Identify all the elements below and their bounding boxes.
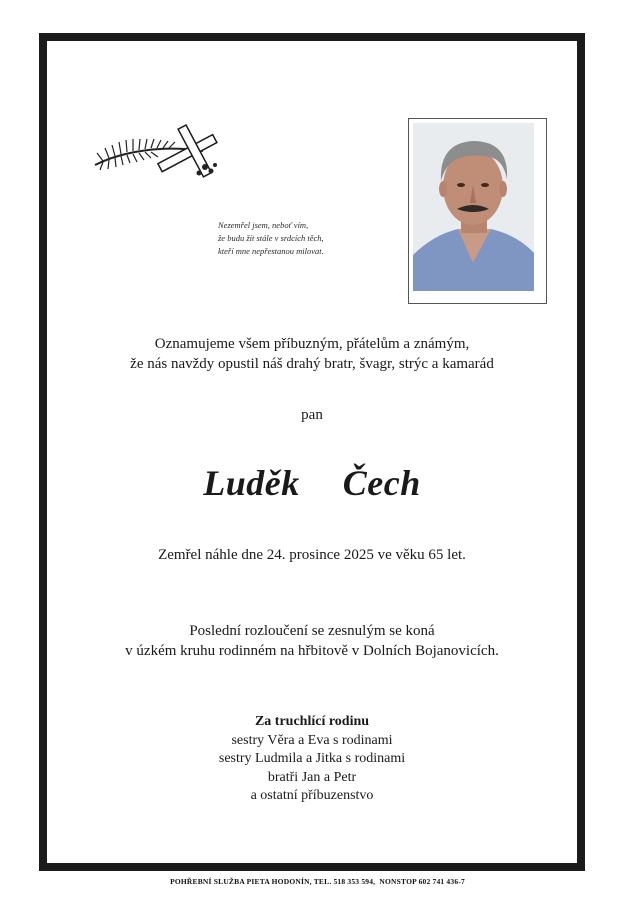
farewell-line-1: Poslední rozloučení se zesnulým se koná xyxy=(189,623,435,639)
mourner-line: bratři Jan a Petr xyxy=(267,769,357,785)
funeral-service-footer: POHŘEBNÍ SLUŽBA PIETA HODONÍN, TEL. 518 353 594, NONSTOP 602 741 436-7 xyxy=(170,877,465,886)
quote-line: kteří mne nepřestanou milovat. xyxy=(218,246,324,256)
mourner-line: sestry Ludmila a Jitka s rodinami xyxy=(218,751,406,766)
mourner-line: a ostatní příbuzenstvo xyxy=(250,788,374,803)
mourners-heading: Za truchlící rodinu xyxy=(254,714,370,729)
memorial-quote xyxy=(218,219,368,258)
mourners-list xyxy=(47,713,577,806)
portrait-image xyxy=(413,123,534,291)
announcement-text xyxy=(47,334,577,374)
announcement-line-2: že nás navždy opustil náš drahý bratr, švagr, strýc a kamarád xyxy=(130,356,494,372)
quote-line: že budu žít stále v srdcích těch, xyxy=(218,233,324,243)
mourner-line: sestry Věra a Eva s rodinami xyxy=(231,732,393,748)
obituary-frame xyxy=(39,33,585,871)
announcement-line-1: Oznamujeme všem příbuzným, přátelům a známým, xyxy=(154,336,470,352)
portrait-photo xyxy=(408,118,547,304)
title-prefix: pan xyxy=(301,407,323,423)
farewell-info xyxy=(47,621,577,661)
farewell-line-2: v úzkém kruhu rodinném na hřbitově v Dolních Bojanovicích. xyxy=(125,643,499,659)
death-note: Zemřel náhle dne 24. prosince 2025 ve věku 65 let. xyxy=(158,547,466,563)
deceased-name: Luděk Čech xyxy=(203,463,421,503)
quote-line: Nezemřel jsem, neboť vím, xyxy=(218,220,309,230)
cross-with-palm-icon xyxy=(93,121,225,183)
